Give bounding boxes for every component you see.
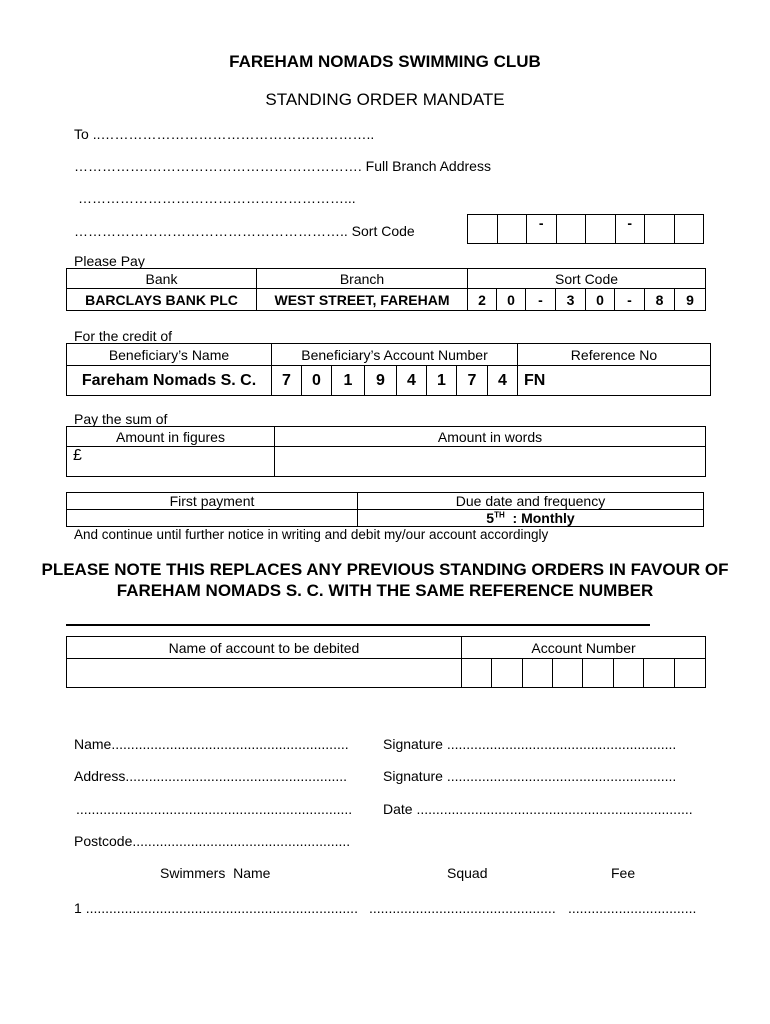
due-frequency: : Monthly [504,510,575,526]
sort-code-box[interactable] [674,215,704,244]
branch-address-dots: …………….………………………………………. [74,158,362,174]
swimmer-row-number: 1 [74,900,82,916]
name-label: Name [74,736,112,752]
to-dots: ..………………………………………………….. [92,126,375,142]
sort-code-box[interactable] [556,215,586,244]
sort-code-box[interactable] [468,215,498,244]
sort-code-digit: 9 [675,289,706,311]
account-number-box[interactable] [583,659,614,688]
payment-table [66,492,704,527]
sort-code-box[interactable] [586,215,616,244]
name-line[interactable] [74,736,349,752]
debit-account-name-field[interactable] [67,659,462,688]
account-digit: 4 [397,366,427,396]
bank-header: Bank [67,269,257,289]
signature-label: Signature [383,736,443,752]
account-number-box[interactable] [492,659,523,688]
sort-code-header: Sort Code [468,269,706,289]
amount-figures-field[interactable] [67,447,275,477]
date-dots: ....................................................................... [416,801,693,817]
credit-of-label: For the credit of [74,328,173,344]
debit-account-name-header: Name of account to be debited [67,637,462,659]
amount-words-header: Amount in words [275,427,706,447]
bank-sort-code-boxes[interactable] [467,214,704,244]
address-dots: ......................................................... [125,768,348,784]
signature-line-1[interactable] [383,736,676,752]
address-line-3[interactable] [78,190,356,206]
account-digit: 7 [272,366,302,396]
beneficiary-account-header: Beneficiary’s Account Number [272,344,518,366]
continue-text: And continue until further notice in writing and debit my/our account accordingly [74,527,549,542]
amount-figures-header: Amount in figures [67,427,275,447]
sort-code-digit: 0 [586,289,615,311]
swimmer-squad-dots: ................................................ [369,900,556,916]
credit-of-table [66,343,711,396]
postcode-line[interactable] [74,833,350,849]
sort-code-box[interactable] [645,215,675,244]
sort-code-digit: 3 [556,289,586,311]
address-line-4-dots: ………………………………………………….. [74,223,348,239]
sort-code-dash: - [527,215,557,244]
reference-value: FN [518,366,711,396]
account-digit: 9 [365,366,397,396]
swimmer-name-dots: ...................................................................... [85,900,358,916]
name-dots: ............................................................. [111,736,349,752]
account-digit: 1 [332,366,365,396]
account-number-box[interactable] [523,659,553,688]
please-pay-table [66,268,706,311]
due-day: 5 [486,510,495,526]
swimmers-name-header: Swimmers Name [160,865,271,881]
account-number-box[interactable] [462,659,492,688]
sort-code-digit: - [615,289,645,311]
notice-divider [66,624,650,626]
swimmer-fee-dots: ................................. [568,900,697,916]
address-line-4[interactable] [74,223,415,239]
form-title: FAREHAM NOMADS SWIMMING CLUB [229,52,541,71]
to-line[interactable] [74,126,374,142]
sort-code-label: Sort Code [351,223,415,239]
postcode-label: Postcode [74,833,133,849]
sort-code-dash: - [615,215,645,244]
address-2-dots: ....................................................................... [76,801,353,817]
date-line[interactable] [383,801,693,817]
debit-account-table [66,636,706,688]
account-digit: 4 [488,366,518,396]
account-digit: 7 [457,366,488,396]
sort-code-box[interactable] [497,215,527,244]
reference-header: Reference No [518,344,711,366]
fee-header: Fee [611,865,636,881]
account-number-box[interactable] [675,659,706,688]
please-pay-label: Please Pay [74,253,145,269]
sort-code-digit: 8 [645,289,675,311]
amount-words-field[interactable] [275,447,706,477]
squad-header: Squad [447,865,488,881]
pay-sum-label: Pay the sum of [74,411,168,427]
sort-code-digit: - [526,289,556,311]
address-line-2[interactable] [76,801,352,817]
bank-name: BARCLAYS BANK PLC [67,289,257,311]
branch-name: WEST STREET, FAREHAM [257,289,468,311]
swimmer-squad-field[interactable] [369,900,556,916]
account-number-box[interactable] [614,659,644,688]
signature-label: Signature [383,768,443,784]
due-date-value[interactable] [358,510,704,527]
signature-dots: ........................................................... [446,736,677,752]
address-label: Address [74,768,126,784]
pay-sum-table [66,426,706,477]
pound-sign: £ [73,447,82,464]
address-line-3-dots: …………………………………………………... [78,190,356,206]
branch-header: Branch [257,269,468,289]
date-label: Date [383,801,413,817]
sort-code-digit: 2 [468,289,497,311]
address-line[interactable] [74,768,347,784]
signature-line-2[interactable] [383,768,676,784]
beneficiary-name: Fareham Nomads S. C. [67,366,272,396]
sort-code-digit: 0 [497,289,526,311]
account-number-box[interactable] [644,659,675,688]
signature-dots: ........................................................... [446,768,677,784]
branch-address-label: Full Branch Address [365,158,491,174]
to-label: To [74,126,89,142]
beneficiary-name-header: Beneficiary’s Name [67,344,272,366]
swimmer-fee-field[interactable] [568,900,696,916]
branch-address-line[interactable] [74,158,491,174]
due-date-header: Due date and frequency [358,493,704,510]
debit-account-number-header: Account Number [462,637,706,659]
first-payment-field[interactable] [67,510,358,527]
account-number-box[interactable] [553,659,583,688]
first-payment-header: First payment [67,493,358,510]
swimmer-row-1[interactable] [74,900,358,916]
replacement-notice: PLEASE NOTE THIS REPLACES ANY PREVIOUS STANDING ORDERS IN FAVOUR OF FAREHAM NOMADS S. C. WITH THE SAME REFERENCE NUMBER [41,560,729,600]
account-digit: 1 [427,366,457,396]
form-subtitle: STANDING ORDER MANDATE [265,90,505,109]
postcode-dots: ........................................................ [132,833,351,849]
account-digit: 0 [302,366,332,396]
due-day-suffix: TH [494,510,505,520]
